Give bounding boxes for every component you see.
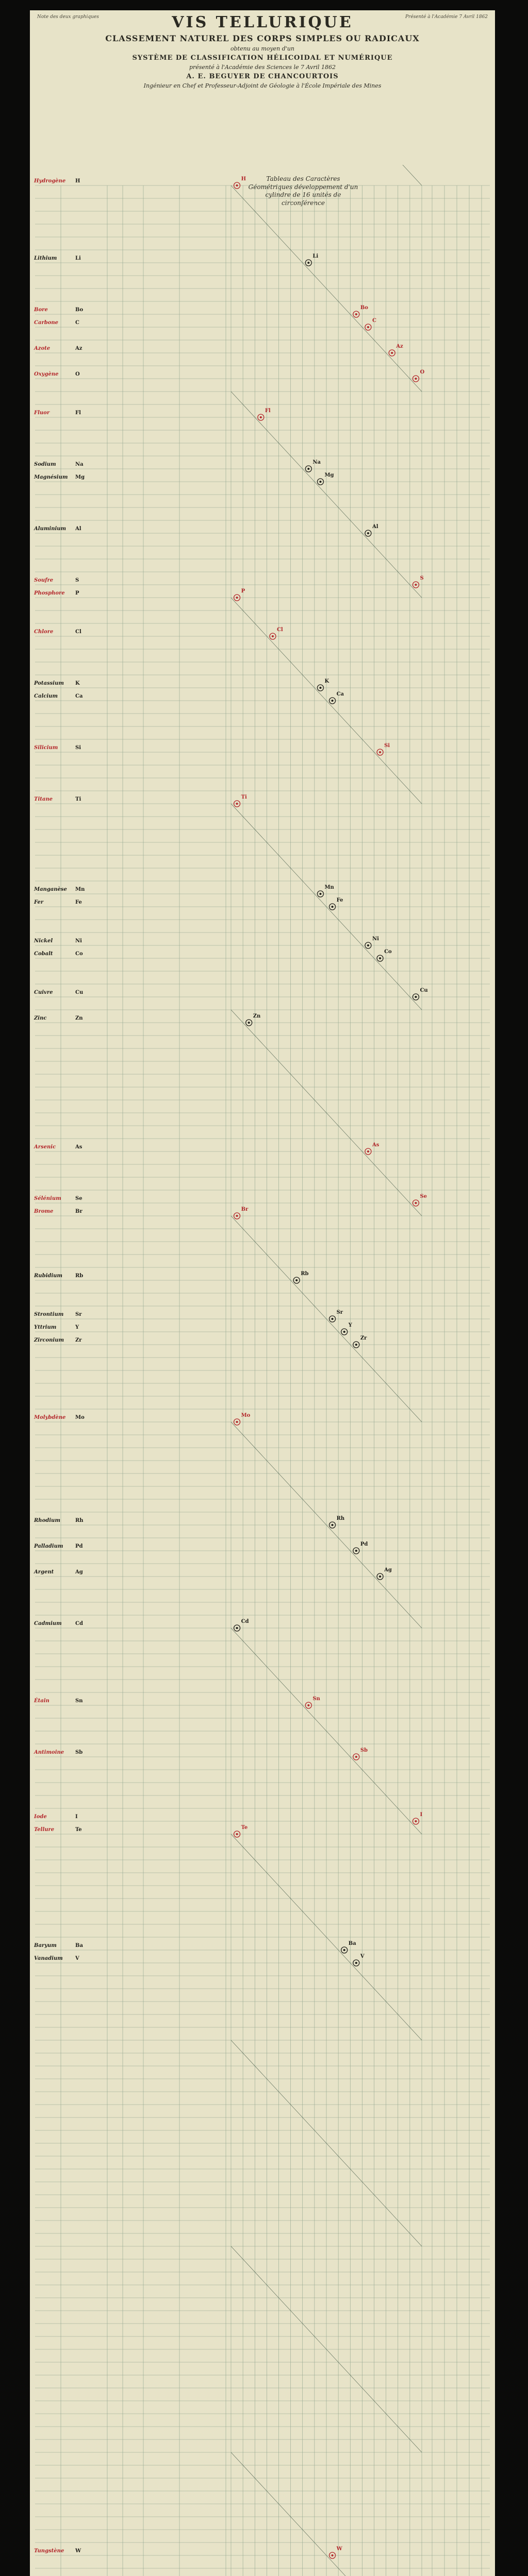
author-name: A. E. BEGUYER DE CHANCOURTOIS [186, 73, 339, 80]
element-symbol-on-helix: Na [312, 460, 321, 465]
element-symbol-on-helix: Al [372, 524, 378, 530]
element-name: Arsenic [34, 1144, 56, 1150]
element-name: Fluor [34, 410, 50, 416]
element-name: Palladium [34, 1544, 63, 1549]
element-symbol: Zn [75, 1015, 83, 1021]
element-name: Sodium [34, 462, 56, 467]
element-name: Tungstène [34, 2548, 64, 2554]
element-symbol-on-helix: Ti [241, 794, 247, 800]
element-name: Magnésium [34, 474, 68, 480]
element-marker-dot [367, 326, 369, 328]
page-subtitle: CLASSEMENT NATUREL DES CORPS SIMPLES OU RADICAUX [105, 33, 420, 43]
element-marker-dot [355, 313, 357, 315]
element-name: Sélénium [34, 1196, 61, 1201]
element-name: Zinc [34, 1015, 47, 1021]
element-marker-dot [295, 1279, 298, 1281]
element-name: Tellure [34, 1827, 55, 1833]
element-marker-dot [236, 1833, 238, 1835]
element-name: Fer [34, 900, 44, 905]
element-symbol-on-helix: Fl [265, 408, 271, 414]
element-symbol-on-helix: Mo [241, 1413, 251, 1418]
element-name: Carbone [34, 320, 59, 326]
element-symbol: Sn [75, 1698, 83, 1704]
element-symbol-on-helix: Cd [241, 1619, 249, 1624]
element-name: Titane [34, 796, 53, 802]
element-marker-dot [379, 1575, 381, 1578]
element-name: Manganèse [34, 887, 67, 892]
element-symbol-on-helix: Zr [360, 1335, 367, 1341]
element-marker-dot [319, 893, 321, 895]
element-symbol-on-helix: Te [241, 1825, 248, 1831]
element-marker-dot [332, 2554, 334, 2556]
table-title: Tableau des Caractères Géométriques développement d'un cylindre de 16 unités de circonférence [248, 175, 358, 207]
element-marker-dot [319, 481, 321, 483]
element-symbol: Cd [75, 1621, 83, 1626]
element-symbol: Se [75, 1196, 82, 1201]
element-symbol-on-helix: W [336, 2546, 342, 2552]
element-marker-dot [355, 1344, 357, 1346]
element-name: Zirconium [34, 1337, 64, 1343]
element-symbol-on-helix: S [420, 575, 424, 581]
element-symbol: Bo [75, 307, 84, 313]
element-symbol-on-helix: Pd [360, 1541, 368, 1547]
element-name: Antimoine [34, 1750, 64, 1755]
element-marker-dot [260, 416, 262, 418]
element-marker-dot [307, 468, 309, 470]
element-marker-dot [415, 378, 417, 380]
element-symbol: S [75, 578, 79, 583]
element-marker-dot [248, 1022, 250, 1024]
element-name: Aluminium [34, 526, 67, 532]
element-name: Rubidium [34, 1273, 63, 1279]
element-symbol-on-helix: O [420, 369, 425, 375]
element-symbol-on-helix: Br [241, 1207, 249, 1212]
element-marker-dot [355, 1550, 357, 1552]
element-symbol: Te [75, 1827, 82, 1833]
element-marker-dot [236, 1627, 238, 1629]
element-symbol: Mo [75, 1415, 85, 1420]
element-marker-dot [272, 635, 274, 637]
element-name: Potassium [34, 681, 64, 686]
element-name: Yttrium [34, 1325, 57, 1330]
element-symbol: Mn [75, 887, 85, 892]
element-symbol: Y [75, 1325, 79, 1330]
element-symbol-on-helix: P [241, 588, 245, 594]
element-name: Bore [34, 307, 48, 313]
element-symbol: Ag [75, 1569, 83, 1575]
element-marker-dot [332, 700, 334, 702]
element-name: Baryum [34, 1943, 57, 1948]
element-symbol: Pd [75, 1544, 83, 1549]
element-symbol-on-helix: Zn [253, 1013, 261, 1019]
element-symbol: Na [75, 462, 84, 467]
element-marker-dot [415, 584, 417, 586]
element-marker-dot [367, 944, 369, 946]
element-name: Oxygène [34, 371, 59, 377]
element-marker-dot [332, 906, 334, 908]
element-symbol-on-helix: Mg [324, 472, 334, 478]
element-name: Calcium [34, 693, 58, 699]
element-name: Azote [34, 346, 51, 351]
element-symbol-on-helix: I [420, 1812, 423, 1818]
element-symbol: H [75, 178, 80, 184]
element-symbol-on-helix: K [324, 679, 329, 684]
element-symbol: Si [75, 745, 81, 751]
element-symbol: Ca [75, 693, 83, 699]
element-marker-dot [307, 262, 309, 264]
element-marker-dot [355, 1962, 357, 1964]
element-symbol-on-helix: C [372, 318, 376, 324]
element-symbol-on-helix: Si [384, 743, 390, 749]
element-marker-dot [343, 1949, 345, 1951]
element-name: Phosphore [34, 590, 65, 596]
element-symbol: Li [75, 256, 81, 261]
element-symbol-on-helix: Ca [336, 691, 344, 697]
element-symbol-on-helix: Sb [360, 1748, 368, 1753]
element-marker-dot [319, 687, 321, 689]
header [30, 10, 495, 165]
element-symbol: Zr [75, 1337, 82, 1343]
element-symbol: O [75, 371, 80, 377]
element-name: Lithium [34, 256, 57, 261]
element-marker-dot [236, 1421, 238, 1423]
element-marker-dot [236, 1215, 238, 1217]
element-name: Étain [34, 1698, 50, 1704]
element-symbol-on-helix: Rb [301, 1271, 309, 1277]
author-line-1: présenté à l'Académie des Sciences le 7 Avril 1862 [189, 64, 336, 71]
element-symbol: Sr [75, 1312, 82, 1317]
element-symbol: Al [75, 526, 81, 532]
element-symbol-on-helix: Se [420, 1194, 427, 1199]
element-symbol-on-helix: Bo [360, 305, 368, 311]
element-symbol-on-helix: V [360, 1954, 365, 1959]
element-name: Argent [34, 1569, 54, 1575]
element-symbol: Mg [75, 474, 85, 480]
element-symbol: Br [75, 1209, 82, 1214]
element-symbol: Ti [75, 796, 81, 802]
element-marker-dot [332, 1524, 334, 1526]
element-symbol-on-helix: Cu [420, 988, 428, 993]
element-marker-dot [415, 996, 417, 998]
element-symbol: Rh [75, 1518, 84, 1523]
author-line-2: Ingénieur en Chef et Professeur-Adjoint de Géologie à l'École Impériale des Mines [143, 82, 382, 89]
element-symbol: Ba [75, 1943, 83, 1948]
element-symbol-on-helix: Sn [312, 1696, 320, 1702]
element-name: Chlore [34, 629, 54, 635]
element-symbol-on-helix: Sr [336, 1310, 343, 1315]
element-marker-dot [415, 1820, 417, 1822]
element-symbol: As [75, 1144, 82, 1150]
element-marker-dot [343, 1331, 345, 1333]
element-marker-dot [379, 751, 381, 753]
helix-grid [30, 165, 495, 2576]
element-symbol-on-helix: Fe [336, 897, 343, 903]
element-symbol-on-helix: Az [396, 344, 403, 349]
element-symbol-on-helix: Y [348, 1323, 352, 1328]
element-marker-dot [355, 1756, 357, 1758]
element-name: Nickel [34, 938, 53, 944]
element-marker-dot [236, 803, 238, 805]
element-name: Silicium [34, 745, 58, 751]
element-symbol-on-helix: As [372, 1142, 380, 1148]
element-symbol-on-helix: Cl [276, 627, 283, 633]
element-symbol: Fl [75, 410, 81, 416]
element-marker-dot [367, 532, 369, 534]
element-marker-dot [391, 352, 393, 354]
element-marker-dot [236, 184, 238, 187]
element-symbol: Az [75, 346, 82, 351]
element-symbol: Co [75, 951, 83, 957]
element-symbol: I [75, 1814, 78, 1820]
element-name: Hydrogène [34, 178, 66, 184]
element-symbol: Ni [75, 938, 82, 944]
element-symbol: Sb [75, 1750, 83, 1755]
element-symbol: K [75, 681, 80, 686]
element-name: Brome [34, 1209, 54, 1214]
element-symbol: Rb [75, 1273, 84, 1279]
element-symbol: W [75, 2548, 81, 2554]
element-name: Rhodium [34, 1518, 60, 1523]
element-name: Strontium [34, 1312, 64, 1317]
element-symbol-on-helix: Rh [336, 1516, 345, 1521]
system-title: SYSTÈME DE CLASSIFICATION HÉLICOIDAL ET NUMÉRIQUE [132, 54, 393, 62]
element-symbol-on-helix: Li [312, 253, 319, 259]
element-marker-dot [236, 597, 238, 599]
element-name: Molybdène [34, 1415, 66, 1420]
element-marker-dot [307, 1704, 309, 1706]
element-symbol: C [75, 320, 79, 326]
element-symbol-on-helix: Ba [348, 1941, 356, 1946]
element-name: Iode [34, 1814, 47, 1820]
right-corner-note: Présenté à l'Académie 7 Avril 1862 [405, 14, 488, 20]
element-symbol: P [75, 590, 79, 596]
element-marker-dot [332, 1318, 334, 1320]
chart-sheet [30, 10, 495, 2576]
element-marker-dot [415, 1202, 417, 1204]
element-symbol: Fe [75, 900, 82, 905]
element-symbol-on-helix: H [241, 176, 246, 182]
element-symbol-on-helix: Ag [384, 1567, 392, 1573]
element-name: Cuivre [34, 990, 53, 995]
element-symbol-on-helix: Co [384, 949, 392, 955]
page-title: VIS TELLURIQUE [172, 13, 353, 31]
element-symbol-on-helix: Mn [324, 885, 334, 890]
element-marker-dot [367, 1150, 369, 1153]
element-symbol: V [75, 1956, 79, 1961]
element-name: Vanadium [34, 1956, 63, 1961]
left-corner-note: Note des deux graphiques [37, 14, 99, 20]
element-name: Cadmium [34, 1621, 62, 1626]
element-name: Soufre [34, 578, 54, 583]
header-note: obtenu au moyen d'un [230, 45, 294, 52]
element-name: Cobalt [34, 951, 53, 957]
element-marker-dot [379, 957, 381, 959]
element-symbol-on-helix: Ni [372, 936, 379, 942]
element-symbol: Cl [75, 629, 81, 635]
element-symbol: Cu [75, 990, 84, 995]
